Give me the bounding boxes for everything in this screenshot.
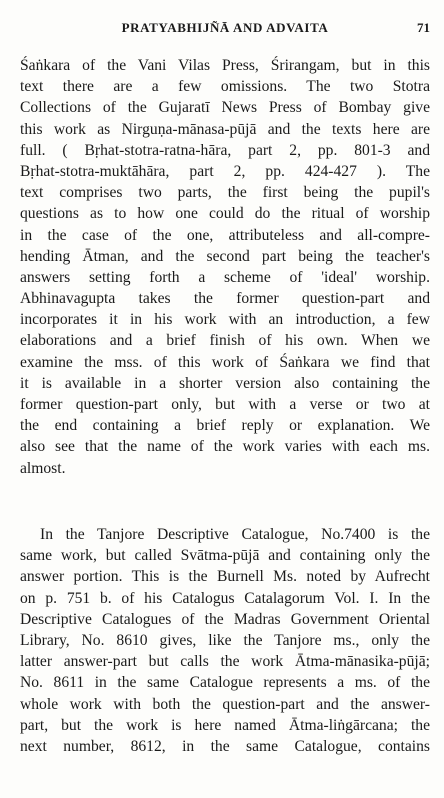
text-line: it is available in a shorter version also containing the [20,374,430,392]
text-line: examine the mss. of this work of Śaṅkara we find that [20,353,430,371]
text-line: Bṛhat-stotra-muktāhāra, part 2, pp. 424-427 ). The [20,162,430,180]
text-line: also see that the name of the work varies with each ms. [20,438,430,456]
text-line: next number, 8612, in the same Catalogue, contains [20,737,430,755]
text-line: Descriptive Catalogues of the Madras Government Oriental [20,610,430,628]
text-line: in the case of the one, attributeless and all-compre- [20,226,430,244]
text-line: Śaṅkara of the Vani Vilas Press, Śrirangam, but in this [20,57,430,74]
text-line: In the Tanjore Descriptive Catalogue, No.7400 is the [40,526,430,543]
text-line: part, but the work is here named Ātma-liṅgārcana; the [20,716,430,734]
text-line: former question-part only, but with a verse or two at [20,396,430,413]
text-line: full. ( Bṛhat-stotra-ratna-hāra, part 2, pp. 801-3 and [20,141,430,159]
text-line: this work as Nirguṇa-mānasa-pūjā and the texts here are [20,120,430,138]
page-number: 71 [417,20,430,35]
running-title: PRATYABHIJÑĀ AND ADVAITA [121,20,329,35]
paragraph-1 [20,55,430,479]
text-line: questions as to how one could do the ritual of worship [20,205,430,223]
text-line: almost. [20,459,66,477]
text-line: whole work with both the question-part and the answer- [20,695,430,713]
text-line: answers setting forth a scheme of 'ideal' worship. [20,268,430,286]
text-line: latter answer-part but calls the work Ātma-mānasika-pūjā; [20,653,430,671]
text-line: Library, No. 8610 gives, like the Tanjore ms., only the [20,631,430,649]
text-line: the end containing a brief reply or explanation. We [20,417,430,435]
text-line: hending Ātman, and the second part being the teacher's [20,247,430,265]
text-line: same work, but called Svātma-pūjā and containing only the [20,547,430,565]
paragraph-2 [20,524,430,757]
text-line: No. 8611 in the same Catalogue represents a ms. of the [20,674,430,692]
text-line: text there are a few omissions. The two Stotra [20,78,430,96]
text-line: text comprises two parts, the first being the pupil's [20,184,430,202]
text-line: incorporates it in his work with an introduction, a few [20,311,430,329]
text-line: on p. 751 b. of his Catalogus Catalagorum Vol. I. In the [20,589,430,607]
text-line: Abhinavagupta takes the former question-part and [20,290,430,308]
text-line: answer portion. This is the Burnell Ms. noted by Aufrecht [20,568,430,586]
text-line: elaborations and a brief finish of his own. When we [20,332,430,350]
running-head [20,20,430,38]
text-line: Collections of the Gujaratī News Press of Bombay give [20,99,430,117]
